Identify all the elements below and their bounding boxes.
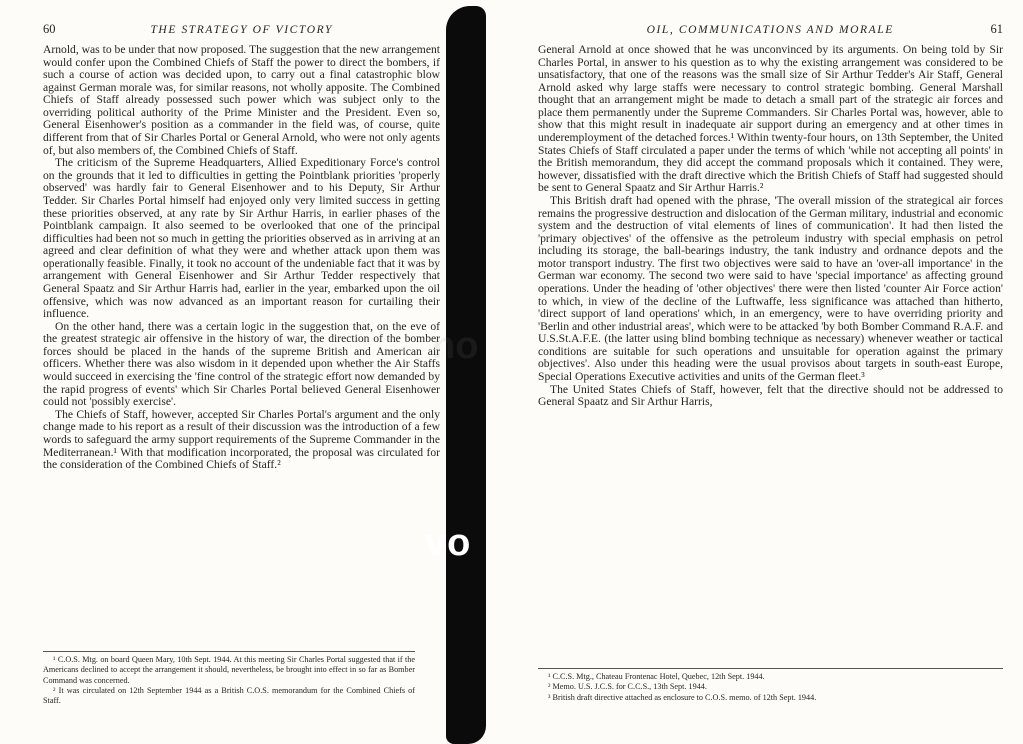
body-text-right [538, 44, 1003, 409]
paragraph: The criticism of the Supreme Headquarters, Allied Expeditionary Force's control on the grounds that it led to difficulties in getting the Pointblank priorities 'properly observed' was hardly fair to General Eisenhower and to his Deputy, Sir Arthur Tedder. Sir Charles Portal himself had enjoyed only very limited success in getting these priorities observed, at any rate by Sir Arthur Harris, in earlier phases of the Pointblank campaign. It also seemed to be overlooked that one of the principal difficulties had been not so much in getting the priorities observed as in arriving at an agreed and clear definition of what they were and whether attack upon them was operationally feasible. Finally, it took no account of the undeniable fact that it was by arrangement with General Eisenhower and Sir Arthur Tedder respectively that General Spaatz and Sir Arthur Harris had, earlier in the year, embarked upon the oil offensive, which was now advanced as an important reason for curtailing their influence. [43, 156, 440, 321]
paragraph: The Chiefs of Staff, however, accepted Sir Charles Portal's argument and the only change made to his report as a result of their discussion was the introduction of a few words to safeguard the army support requirements of the Supreme Commander in the Mediterranean.¹ With that modification incorporated, the proposal was circulated for the consideration of the Combined Chiefs of Staff.² [43, 407, 440, 472]
running-head-left [43, 22, 440, 40]
watermark-text: vo [425, 522, 472, 564]
book-gutter-shadow [446, 6, 486, 744]
footnote: ² It was circulated on 12th September 1944 as a British C.O.S. memorandum for the Combined Chiefs of Staff. [43, 685, 415, 706]
footnote: ³ British draft directive attached as enclosure to C.O.S. memo. of 12th Sept. 1944. [548, 692, 817, 702]
page-number-left: 60 [43, 22, 56, 36]
footnotes-left [43, 651, 415, 706]
right-page [484, 0, 1023, 744]
paragraph: Arnold, was to be under that now proposed. The suggestion that the new arrangement would confer upon the Combined Chiefs of Staff the power to direct the bombers, if such a course of action was decided upon, to carry out a final catastrophic blow against German morale was, for similar reasons, not wholly apposite. The Combined Chiefs of Staff already possessed such power which was subject only to the overriding political authority of the Prime Minister and the President. Even so, General Eisenhower's position as a commander in the field was, of course, quite different from that of Sir Charles Portal or General Arnold, who were not only agents of, but also members of, the Combined Chiefs of Staff. [43, 43, 440, 157]
paragraph: On the other hand, there was a certain logic in the suggestion that, on the eve of the greatest strategic air offensive in the history of war, the direction of the bomber forces should be placed in the hands of the supreme British and American air officers. Whether there was also wisdom in it depended upon whether the Air Staffs would succeed in exercising the 'fine control of the strategic effort now demanded by the rapid progress of events' which Sir Charles Portal believed General Eisenhower could not 'possibly exercise'. [43, 319, 440, 409]
paragraph: This British draft had opened with the phrase, 'The overall mission of the strategical air forces remains the progressive destruction and dislocation of the German military, industrial and economic system and the destruction of vital elements of lines of communication'. It had then listed the 'primary objectives' of the offensive as the petroleum industry with special emphasis on petrol including its storage, the ball-bearings industry, the tank industry and ordnance depots and the motor transport industry. The first two objectives were said to have an 'over-all importance' in the German war economy. The second two were said to have 'special importance' as affecting ground operations. Under the heading of 'other objectives' there were then listed 'counter Air Force action' to which, in view of the decline of the Luftwaffe, less significance was attached than hitherto, 'direct support of land operations' which, in an emergency, were to have overriding priority and 'Berlin and other industrial areas', which were to be attacked 'by both Bomber Command R.A.F. and U.S.St.A.F.E. (the latter using blind bombing technique as necessary) whenever weather or tactical conditions are suitable for such operations and unsuitable for operation against the primary objectives'. Also under this heading were the usual provisos about targets in south-east Europe, Special Operations Executive activities and units of the German fleet.³ [538, 193, 1003, 384]
left-page [0, 0, 452, 744]
footnote: ¹ C.O.S. Mtg. on board Queen Mary, 10th Sept. 1944. At this meeting Sir Charles Portal suggested that if the Americans declined to accept the arrangement it should, nevertheless, be brought into effect in so far as Bomber Command was concerned. [43, 655, 415, 685]
watermark-text: no [432, 325, 479, 367]
body-text-left [43, 44, 440, 472]
footnotes-right [538, 668, 1003, 703]
page-number-right: 61 [990, 22, 1003, 36]
footnote: ² Memo. U.S. J.C.S. for C.C.S., 13th Sept. 1944. [548, 682, 707, 692]
footnote: ¹ C.C.S. Mtg., Chateau Frontenac Hotel, Quebec, 12th Sept. 1944. [548, 672, 765, 681]
paragraph: General Arnold at once showed that he was unconvinced by its arguments. On being told by Sir Charles Portal, in answer to his question as to why the existing arrangement was considered to be unsatisfactory, that one of the reasons was the small size of Sir Arthur Tedder's Air Staff, General Arnold asked why large staffs were necessary to control strategic bombing. General Marshall thought that an arrangement might be made to detach a small part of the strategic air forces and place them permanently under the Supreme Commanders. Sir Charles Portal was, however, able to show that this might result in inadequate air support during an emergency and at other times in underemployment of the detached forces.¹ Within twenty-four hours, on 13th September, the United States Chiefs of Staff circulated a paper under the terms of which 'while not accepting all points' in the British memorandum, they did accept the command proposals which it contained. They were, however, dissatisfied with the draft directive which the British Chiefs of Staff had suggested should be sent to General Spaatz and Sir Arthur Harris.² [538, 43, 1003, 195]
running-head-right [538, 22, 1003, 40]
paragraph: The United States Chiefs of Staff, however, felt that the directive should not be addressed to General Spaatz and Sir Arthur Harris, [538, 382, 1003, 409]
running-head-title-right: OIL, COMMUNICATIONS AND MORALE [646, 24, 894, 36]
running-head-title-left: THE STRATEGY OF VICTORY [150, 24, 334, 36]
